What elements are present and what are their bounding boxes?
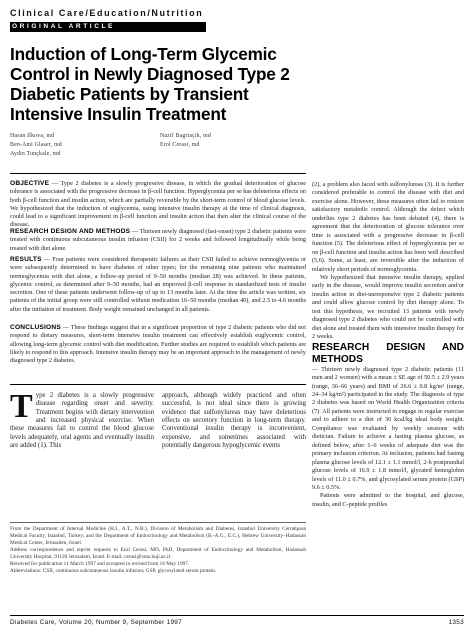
- affiliation-note: From the Department of Internal Medicine (H.I., A.T., N.B.), Division of Metabolism and Diabetes, Istanbul University Cerrahpasa Medical Faculty, Istanbul, Turkey; and the Department of Endocrinology and Metabolism (B.-A.G., E.C.), Hebrew University–Hadassah Medical Center, Jerusalem, Israel.: [10, 526, 306, 546]
- intro-text: ype 2 diabetes is a slowly progressive disease regarding onset and severity. Treatment begins with dietary intervention and increased physical exercise. When these measures fail to control the blood glucose levels adequately, oral agents and eventually insulin are added (1). This: [10, 392, 154, 450]
- body-column-2: [162, 392, 306, 516]
- objective-text: — Type 2 diabetes is a slowly progressive disease, in which the gradual deterioration of glucose tolerance is associated with the progressive decrease in β-cell function. Hyperglycemia per se has deleterious effects on both β-cell function and insulin action, which are partially reversible by the short-term control of blood glucose levels. We hypothesized that the induction of euglycemia, using intensive insulin therapy at the time of clinical diagnosis, could lead to a significant improvement in β-cell function and insulin action that then alter the clinical course of the disease.: [10, 180, 306, 228]
- methods-label: RESEARCH DESIGN AND METHODS: [10, 228, 131, 235]
- body-column-3: [312, 181, 464, 615]
- section-heading-methods: RESEARCH DESIGN AND METHODS: [312, 341, 464, 365]
- methods-text: — Thirteen newly diagnosed (fast-onset) type 2 diabetic patients were treated with continuous subcutaneous insulin infusion (CSII) for 2 weeks and followed longitudinally while being treated with diet alone.: [10, 228, 306, 252]
- journal-section-header: Clinical Care/Education/Nutrition: [10, 8, 204, 18]
- footer-rule: [10, 615, 464, 616]
- abstract-results: [10, 256, 306, 322]
- abstract-conclusions: [10, 324, 306, 384]
- journal-citation: Diabetes Care, Volume 20, Number 9, September 1997: [10, 619, 183, 626]
- body-paragraph: — Thirteen newly diagnosed type 2 diabetic patients (11 men and 2 women) with a mean ± SE age of 50.5 ± 2.9 years (range, 36–66 years) and BMI of 26.6 ± 0.8 kg/m² (range, 24–34 kg/m²) participated in the study. The diagnosis of type 2 diabetes was based on World Health Organization criteria (7). All patients were instructed to engage in regular exercise and to adhere to a diet of 30 kcal/kg ideal body weight. Compliance was evaluated by weekly sessions with dietician. Failure to achieve a fasting plasma glucose, as defined below, after 1–6 weeks of adequate diet was the primary inclusion criterion. At inclusion, patients had fasting plasma glucose levels of 12.1 ± 1.1 mmol/l, 2-h postprandial glucose levels of 16.9 ± 1.8 mmol/l, glycated hemoglobin levels of 11.0 ± 0.7%, and glycosylated serum protein (GSP) 9.6 ± 0.5%.: [312, 365, 464, 491]
- received-note: Received for publication 11 March 1997 and accepted in revised form 16 May 1997.: [10, 561, 190, 567]
- page-number: 1353: [448, 619, 464, 626]
- body-paragraph: Patients were admitted to the hospital, and glucose, insulin, and C-peptide profiles: [312, 492, 464, 508]
- body-column-1: [10, 392, 154, 516]
- author-name: Hasan Ilkova, md: [10, 133, 55, 139]
- conclusions-text: — These findings suggest that in a significant proportion of type 2 diabetic patients who did not respond to dietary measures, short-term intensive insulin treatment can effectively establish euglycemic control, allowing long-term glycemic control with diet modification. Further studies are required to establish which patients are likely to respond to this approach. Intensive insulin therapy may be an important approach to the management of newly diagnosed type 2 diabetes.: [10, 324, 306, 365]
- author-name: Nazif Bagriaçik, md: [160, 133, 211, 139]
- author-name: Ben-Ami Glaser, md: [10, 142, 62, 148]
- abstract-top-rule: [10, 173, 306, 174]
- abstract-bottom-rule: [10, 384, 306, 385]
- abstract-methods: [10, 228, 306, 254]
- intro-continued-text: approach, although widely practiced and often successful, is not ideal since there is growing evidence that sulfonylureas may have deleterious effects on secretory function in long-term therapy. Conventional insulin therapy is inconvenient, expensive, and sometimes associated with potentially dangerous hypoglycemic events: [162, 392, 306, 450]
- drop-cap: T: [10, 392, 33, 425]
- body-paragraph: (2), a problem also faced with sulfonylureas (3). It is further considered preferable to control the disease with diet and exercise alone. However, these measures often fail to restore satisfactory metabolic control. Although the defect which underlies type 2 diabetes has been debated (4), there is agreement that the deterioration of glucose tolerance over time is associated with a progressive decrease in β-cell function (5). The deleterious effect of hyperglycemia per se on β-cell function and insulin action has been well described (5,6). Some, at least, are reversible after the induction of relatively short periods of normoglycemia.: [312, 181, 464, 273]
- results-label: RESULTS: [10, 256, 42, 263]
- article-type-bar: ORIGINAL ARTICLE: [10, 22, 206, 32]
- article-title: Induction of Long-Term Glycemic Control in Newly Diagnosed Type 2 Diabetic Patients by Transient Intensive Insulin Treatment: [10, 44, 290, 124]
- abbreviations-note: Abbreviations: CSII, continuous subcutaneous insulin infusion; GSP, glycosylated serum protein.: [10, 568, 217, 574]
- authors-right: [160, 132, 310, 150]
- footnotes: [10, 526, 306, 610]
- footnote-rule: [10, 522, 306, 523]
- author-name: Erol Cerasi, md: [160, 142, 200, 148]
- results-text: — Four patients were considered therapeutic failures as their CSII failed to achieve normoglycemia or were subsequently determined to have diabetes of other types; for the remaining nine patients who maintained normoglycemia with diet alone, a follow-up period of 9–50 months (median 28) was achieved. In these patients, glycemic control, as determined after 9–50 months, had an improved β-cell response in standardized tests of insulin secretion. One of these patients underwent follow-up of up to 13 months later. At the time the article was written, six patients of the initial group were still controlled without medication 16–50 months (median 40), and 2.5 to 4.6 months after the initiation of treatment. Body weight remained unchanged in all patients.: [10, 256, 306, 313]
- objective-label: OBJECTIVE: [10, 180, 50, 187]
- conclusions-label: CONCLUSIONS: [10, 324, 61, 331]
- author-name: Aydin Tunçkale, md: [10, 151, 61, 157]
- abstract-objective: [10, 180, 306, 228]
- correspondence-note: Address correspondence and reprint requests to Erol Cerasi, MD, PhD, Department of Endocrinology and Metabolism, Hadassah University Hospital, 91120 Jerusalem, Israel. E-mail: cerasi@vms.huji.ac.il.: [10, 547, 306, 560]
- body-paragraph: We hypothesized that intensive insulin therapy, applied early in the disease, would improve insulin secretion and/or insulin action in diet-unresponsive type 2 diabetic patients and could allow glucose control by diet therapy alone. To test this hypothesis, we recruited 13 patients with newly diagnosed type 2 diabetes who could not be controlled with diet alone and treated them with intensive insulin therapy for 2 weeks.: [312, 273, 464, 341]
